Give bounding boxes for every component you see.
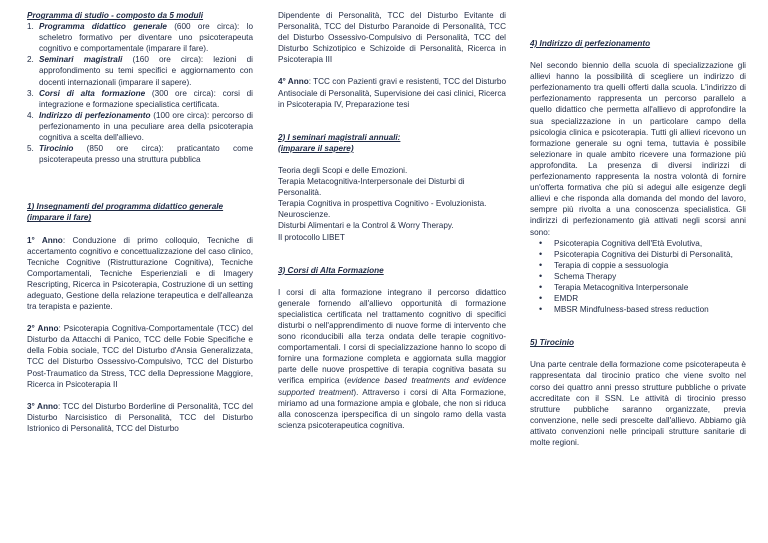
list-item: • Psicoterapia Cognitiva dell'Età Evolutiva, [554, 238, 746, 249]
section2-title: 2) I seminari magistrali annuali: [278, 132, 401, 142]
section1-subtitle: (imparare il fare) [27, 213, 92, 223]
year3-text: : TCC del Disturbo Borderline di Personalità, TCC del Disturbo Narcisistico di Personalità, TCC del Disturbo Istrionico di Personalità, TCC del Disturbo [27, 401, 253, 433]
modules-list [27, 21, 253, 165]
module-name: Corsi di alta formazione [39, 88, 146, 98]
module-name: Tirocinio [39, 144, 74, 154]
year3-paragraph [27, 401, 253, 434]
module-text: (100 ore circa): percorso di perfezionamento in una peculiare area della psicoterapia cognitiva a scelta dell'allievo. [39, 110, 253, 143]
section1-title: 1) Insegnamenti del programma didattico generale [27, 202, 224, 212]
section3-text-a: I corsi di alta formazione integrano il percorso didattico generale fornendo all'allievo opportunità di formazione specialistica certificata nel trattamento cognitivo di specifici disturbi o nell'apprendimento di nuove forme di intervento che sono riconducibili alla terza ondata delle terapie cognitivo-comportamentali. I corsi di specializzazione hanno lo scopo di fornire una formazione completa e aggiornata sulla maggior parte delle nuove prospettive di terapia cognitiva basata su verifica empirica ( [278, 287, 506, 386]
section5-title: 5) Tirocinio [530, 338, 574, 348]
column-middle [278, 10, 506, 431]
module-item [27, 143, 253, 165]
section4-title: 4) Indirizzo di perfezionamento [530, 39, 651, 48]
year4-label: 4° Anno [278, 77, 309, 87]
list-item: • MBSR Mindfulness-based stress reduction [554, 304, 746, 315]
year4-paragraph [278, 76, 506, 109]
list-item: • EMDR [554, 293, 746, 304]
program-heading: Programma di studio - composto da 5 moduli [27, 11, 204, 20]
module-name: Indirizzo di perfezionamento [39, 110, 151, 120]
column-left [27, 10, 253, 434]
module-item [27, 21, 253, 54]
year2-label: 2° Anno [27, 324, 59, 334]
year1-label: 1° Anno [27, 235, 63, 245]
list-item: • Psicoterapia Cognitiva dei Disturbi di Personalità, [554, 249, 746, 260]
module-item [27, 54, 253, 87]
column-right [530, 10, 746, 448]
section2-subtitle: (imparare il sapere) [278, 143, 354, 153]
module-text: (850 ore circa): praticantato come psicoterapeuta presso una struttura pubblica [39, 144, 253, 165]
section3-title: 3) Corsi di Alta Formazione [278, 265, 384, 275]
module-item [27, 88, 253, 110]
section5-paragraph: Una parte centrale della formazione come psicoterapeuta è rappresentata dal tirocinio pratico che viene svolto nel corso dei quattro anni presso strutture pubbliche o private accreditate con il SSN. Le attività di tirocinio presso strutture pubbliche saranno organizzate, previa convenzione, nelle sedi prescelte dall'allievo. Abbiamo già attivato convenzioni nelle principali strutture sanitarie di molte regioni. [530, 360, 746, 447]
module-text: (600 ore circa): lo scheletro formativo per diventare uno psicoterapeuta cognitivo e comportamentale (imparare il fare). [39, 22, 254, 54]
list-item: • Terapia Metacognitiva Interpersonale [554, 282, 746, 293]
module-number: 1. [27, 22, 34, 32]
year1-text: : Conduzione di primo colloquio, Tecniche di accertamento cognitivo e concettualizzazione del caso clinico, Tecniche Cognitive (Ristrutturazione Cognitiva), Tecniche Comportamentali, Tecniche Esperienziali e di Imagery Rescripting, Ricerca in Psicoterapia, Costruzione di un setting adeguato, Gestione della relazione terapeutica e dell'alleanza tra terapista e paziente. [27, 235, 253, 312]
list-item: • Schema Therapy [554, 271, 746, 282]
year3-label: 3° Anno [27, 401, 58, 411]
module-name: Seminari magistrali [39, 55, 123, 65]
section4-paragraph: Nel secondo biennio della scuola di specializzazione gli allievi hanno la possibilità di scegliere un indirizzo di perfezionamento tra quelli offerti dalla scuola. L'indirizzo di perfezionamento rappresenta un percorso parallelo a quello didattico che permetta all'allievo di approfondire la sua specializzazione in un particolare campo della psicologia clinica e psicoterapia. Tutti gli allievi ricevono un formazione generale su ogni tema, tuttavia è possibile selezionare in quale ambito ricevere una formazione più approfondita. La presenza di diversi indirizzi di perfezionamento rappresenta la nostra volontà di fornire un'offerta formativa che più si adegui alle esigenze degli allievi e che risponda alla domanda del mondo del lavoro, sempre più rivolta a una conoscenza specialistica. Gli indirizzi di perfezionamento già attivati negli scorsi anni sono: [530, 61, 746, 237]
module-number: 3. [27, 88, 34, 98]
list-item: • Terapia di coppie a sessuologia [554, 260, 746, 271]
module-number: 5. [27, 144, 34, 154]
year1-paragraph [27, 235, 253, 313]
module-number: 4. [27, 110, 34, 120]
module-number: 2. [27, 55, 34, 65]
module-name: Programma didattico generale [39, 22, 167, 32]
module-item [27, 110, 253, 143]
year2-paragraph [27, 323, 253, 390]
module-text: (160 ore circa): lezioni di approfondimento su temi specifici e aggiornamento con docenti internazionali (imparare il sapere). [39, 55, 253, 87]
indirizzi-list [530, 238, 746, 316]
year4-text: : TCC con Pazienti gravi e resistenti, TCC del Disturbo Antisociale di Personalità, Supervisione dei casi clinici, Ricerca in Psicoterapia IV, Preparazione tesi [278, 77, 507, 109]
section3-paragraph [278, 287, 506, 431]
seminars-list: Teoria degli Scopi e delle Emozioni. Terapia Metacognitiva-Interpersonale dei Disturbi di Personalità. Terapia Cognitiva in prospettiva Cognitivo - Evoluzionista. Neuroscienze. Disturbi Alimentari e la Control & Worry Therapy. Il protocollo LIBET [278, 165, 487, 242]
section3-text-b: ). Attraverso i corsi di Alta Formazione, miriamo ad una formazione ampia e globale, che non si riduca alla conoscenza iperspecifica di un singolo ramo della vasta scienza psicoterapeutica cognitiva. [278, 387, 506, 430]
section3-text-italic: evidence based treatments and evidence supported treatment [278, 376, 506, 397]
year3-continuation: Dipendente di Personalità, TCC del Disturbo Evitante di Personalità, TCC del Disturbo Paranoide di Personalità, TCC del Disturbo Ossessivo-Compulsivo di Personalità, TCC del Disturbo Schizotipico e Schizoide di Personalità, Ricerca in Psicoterapia III [278, 11, 506, 65]
module-text: (300 ore circa): corsi di integrazione e formazione specialistica certificata. [39, 88, 254, 109]
year2-text: : Psicoterapia Cognitiva-Comportamentale (TCC) del Disturbo da Attacchi di Panico, TCC delle Fobie Specifiche e della Fobia sociale, TCC del Disturbo d'Ansia Generalizzata, TCC del Disturbo Ossessivo-Compulsivo, TCC del Disturbo Post-Traumatico da Stress, TCC della Depressione Maggiore, Ricerca in Psicoterapia II [27, 324, 254, 389]
